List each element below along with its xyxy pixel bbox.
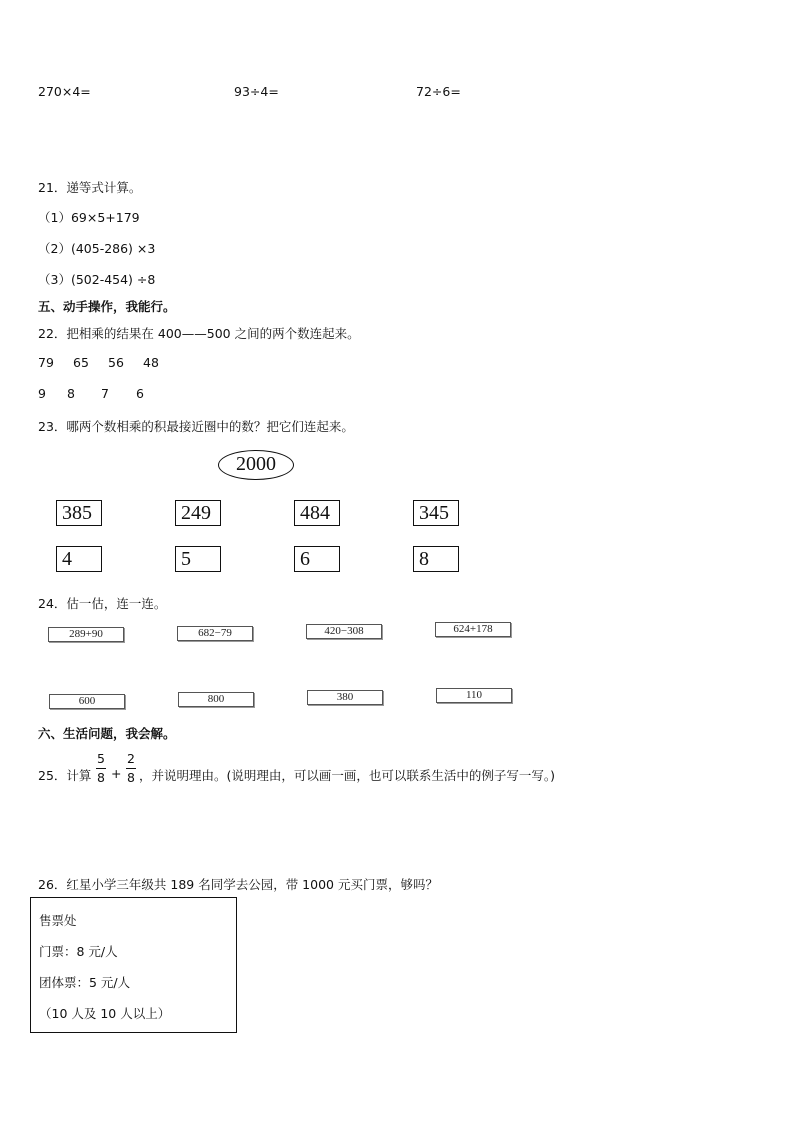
target-number-oval: 2000: [218, 450, 294, 480]
plus-sign: +: [111, 766, 122, 781]
ticket-office-box: [30, 897, 237, 1033]
estimate-expression-card[interactable]: 289+90: [48, 627, 124, 642]
numerator: 5: [97, 751, 105, 766]
q23-bottom-box[interactable]: 5: [175, 546, 221, 572]
q22-number[interactable]: 56: [108, 355, 124, 370]
q21-title: 21．递等式计算。: [38, 180, 142, 195]
group-ticket-condition: （10 人及 10 人以上）: [39, 1006, 171, 1021]
q21-item-2: （2）(405-286) ×3: [38, 241, 156, 256]
expression-270x4: 270×4=: [38, 84, 91, 99]
section-6-heading: 六、生活问题，我会解。: [38, 726, 176, 741]
fraction-2-8: [126, 752, 136, 785]
denominator: 8: [97, 770, 105, 785]
denominator: 8: [127, 770, 135, 785]
q26-title: 26．红星小学三年级共 189 名同学去公园，带 1000 元买门票，够吗？: [38, 877, 438, 892]
estimate-expression-card[interactable]: 420−308: [306, 624, 382, 639]
fraction-bar: [96, 768, 106, 769]
fraction-bar: [126, 768, 136, 769]
q23-bottom-box[interactable]: 4: [56, 546, 102, 572]
q23-top-box[interactable]: 345: [413, 500, 459, 526]
q25-prefix: 25．计算: [38, 768, 92, 783]
q23-bottom-box[interactable]: 6: [294, 546, 340, 572]
expression-93div4: 93÷4=: [234, 84, 279, 99]
estimate-value-card[interactable]: 110: [436, 688, 512, 703]
estimate-expression-card[interactable]: 624+178: [435, 622, 511, 637]
q23-top-box[interactable]: 484: [294, 500, 340, 526]
q25-suffix: ，并说明理由。(说明理由，可以画一画，也可以联系生活中的例子写一写。): [139, 768, 556, 783]
estimate-expression-card[interactable]: 682−79: [177, 626, 253, 641]
q22-number[interactable]: 6: [136, 386, 144, 401]
q23-top-box[interactable]: 249: [175, 500, 221, 526]
expression-72div6: 72÷6=: [416, 84, 461, 99]
q22-number[interactable]: 79: [38, 355, 54, 370]
q22-number[interactable]: 7: [101, 386, 109, 401]
q22-number[interactable]: 65: [73, 355, 89, 370]
q22-number[interactable]: 48: [143, 355, 159, 370]
q21-item-3: （3）(502-454) ÷8: [38, 272, 156, 287]
q23-title: 23．哪两个数相乘的积最接近圈中的数？把它们连起来。: [38, 419, 354, 434]
q22-title: 22．把相乘的结果在 400——500 之间的两个数连起来。: [38, 326, 360, 341]
q22-number[interactable]: 9: [38, 386, 46, 401]
section-5-heading: 五、动手操作，我能行。: [38, 299, 176, 314]
q24-title: 24．估一估，连一连。: [38, 596, 167, 611]
estimate-value-card[interactable]: 600: [49, 694, 125, 709]
ticket-price: 门票：8 元/人: [39, 944, 118, 959]
q23-top-box[interactable]: 385: [56, 500, 102, 526]
q22-number[interactable]: 8: [67, 386, 75, 401]
group-ticket-price: 团体票：5 元/人: [39, 975, 131, 990]
estimate-value-card[interactable]: 380: [307, 690, 383, 705]
estimate-value-card[interactable]: 800: [178, 692, 254, 707]
fraction-5-8: [96, 752, 106, 785]
ticket-office-heading: 售票处: [39, 913, 77, 928]
q23-bottom-box[interactable]: 8: [413, 546, 459, 572]
numerator: 2: [127, 751, 135, 766]
q21-item-1: （1）69×5+179: [38, 210, 140, 225]
